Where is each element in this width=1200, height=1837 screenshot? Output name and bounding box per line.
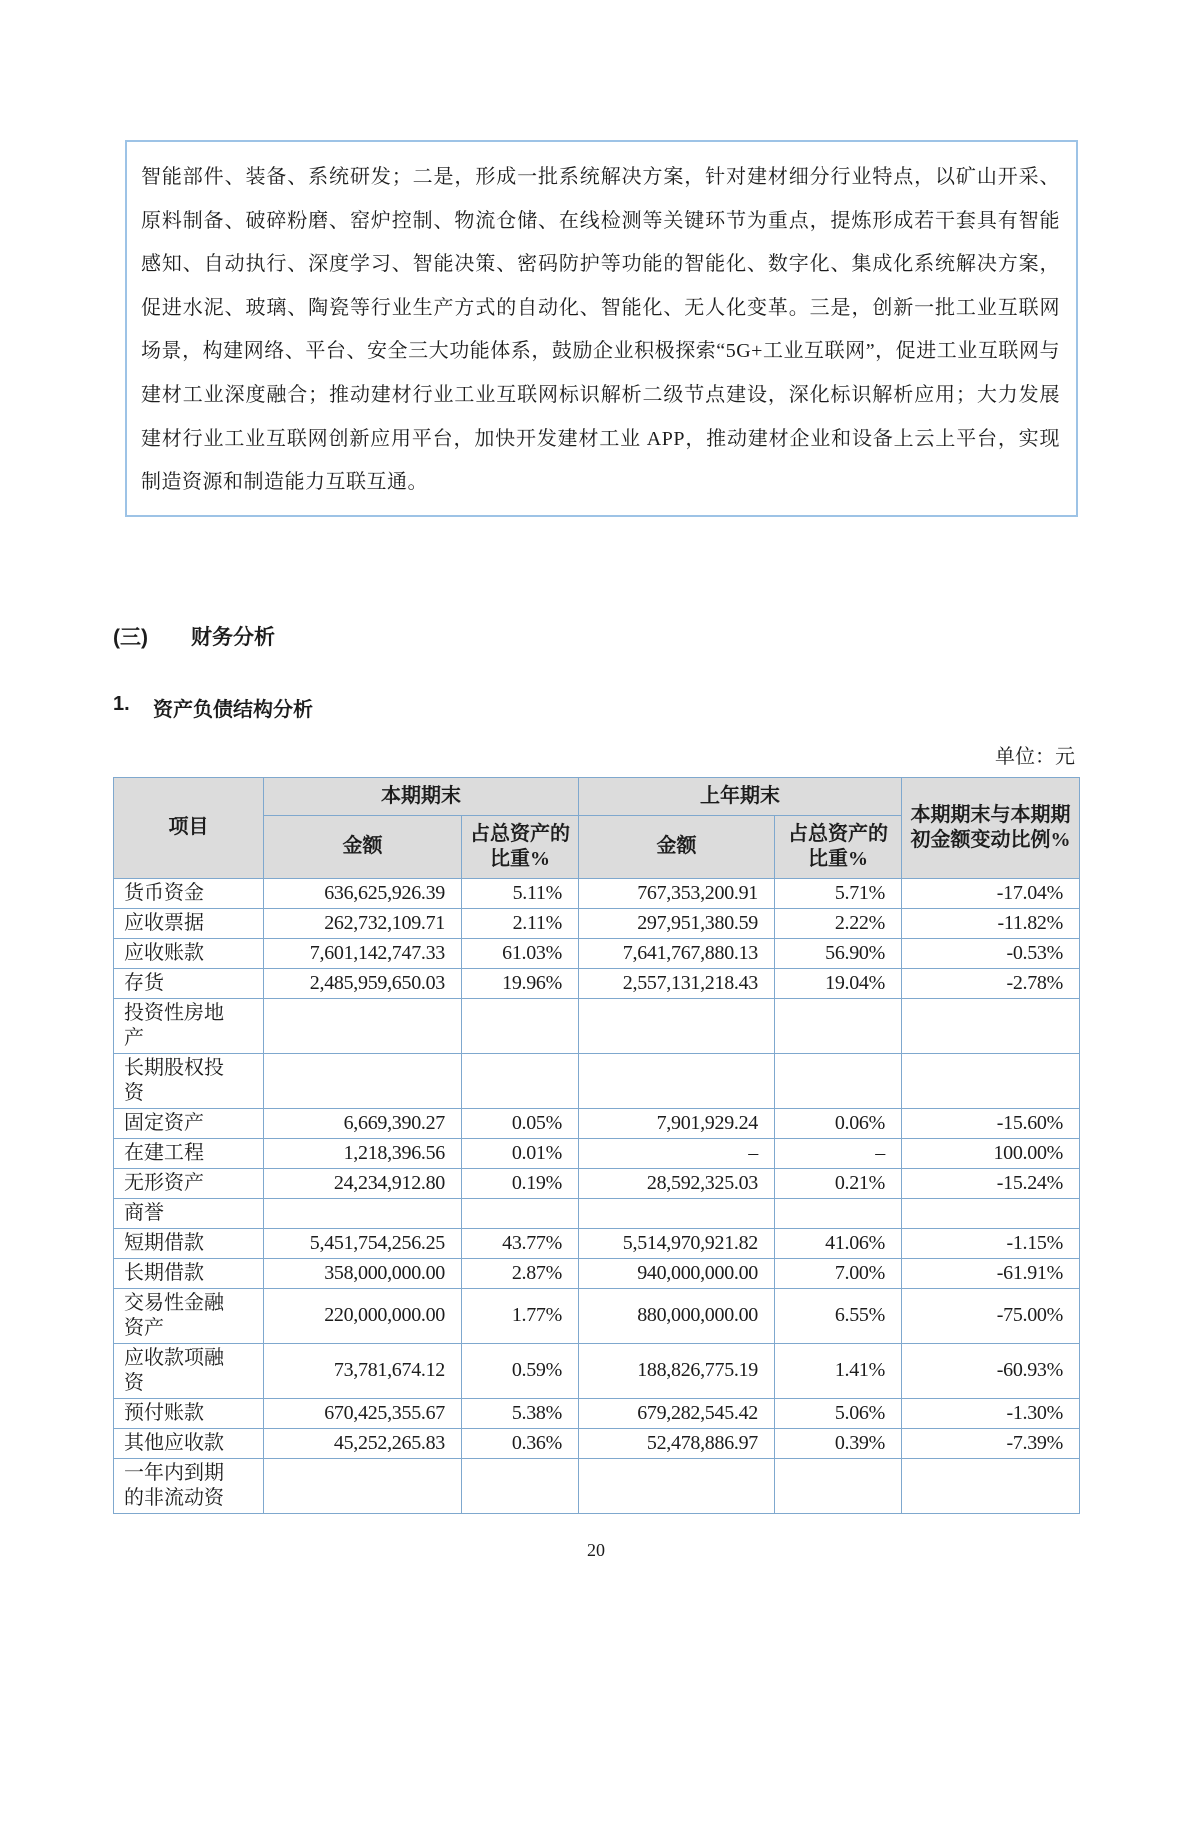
row-prior-amount: 880,000,000.00 [579, 1288, 775, 1343]
row-current-pct: 5.38% [462, 1398, 579, 1428]
header-item: 项目 [114, 777, 264, 878]
row-current-amount: 220,000,000.00 [264, 1288, 462, 1343]
row-change-pct: -2.78% [902, 968, 1080, 998]
row-current-amount: 670,425,355.67 [264, 1398, 462, 1428]
row-change-pct: -0.53% [902, 938, 1080, 968]
table-row [114, 1288, 1080, 1343]
row-prior-amount: 28,592,325.03 [579, 1168, 775, 1198]
row-current-pct: 0.36% [462, 1428, 579, 1458]
row-current-pct [462, 1458, 579, 1513]
row-prior-pct: 0.06% [775, 1108, 902, 1138]
row-item-label: 长期股权投资 [114, 1053, 264, 1108]
row-prior-amount [579, 1458, 775, 1513]
row-item-label: 存货 [114, 968, 264, 998]
table-row [114, 968, 1080, 998]
row-item-label: 投资性房地产 [114, 998, 264, 1053]
row-current-pct: 61.03% [462, 938, 579, 968]
row-prior-pct: 5.06% [775, 1398, 902, 1428]
row-change-pct: -7.39% [902, 1428, 1080, 1458]
row-prior-amount [579, 1053, 775, 1108]
table-row [114, 1168, 1080, 1198]
row-current-pct: 0.19% [462, 1168, 579, 1198]
row-prior-amount: 5,514,970,921.82 [579, 1228, 775, 1258]
row-change-pct: -15.24% [902, 1168, 1080, 1198]
row-prior-pct [775, 1198, 902, 1228]
header-current-amount: 金额 [264, 815, 462, 878]
report-page [0, 140, 1200, 1837]
row-prior-amount: 7,901,929.24 [579, 1108, 775, 1138]
row-current-pct [462, 1198, 579, 1228]
balance-sheet-table [113, 777, 1080, 1514]
row-prior-pct: 7.00% [775, 1258, 902, 1288]
row-prior-pct: 2.22% [775, 908, 902, 938]
page-number: 20 [587, 1539, 605, 1560]
row-current-amount [264, 1458, 462, 1513]
row-current-pct: 0.59% [462, 1343, 579, 1398]
row-prior-pct: 41.06% [775, 1228, 902, 1258]
header-current-pct: 占总资产的比重% [462, 815, 579, 878]
row-item-label: 长期借款 [114, 1258, 264, 1288]
row-item-label: 货币资金 [114, 878, 264, 908]
table-header-row-groups [114, 777, 1080, 815]
row-item-label: 无形资产 [114, 1168, 264, 1198]
row-current-amount: 1,218,396.56 [264, 1138, 462, 1168]
row-prior-amount: – [579, 1138, 775, 1168]
section-title: 财务分析 [191, 625, 275, 649]
row-prior-pct: 6.55% [775, 1288, 902, 1343]
row-current-pct [462, 1053, 579, 1108]
row-prior-amount: 2,557,131,218.43 [579, 968, 775, 998]
row-item-label: 应收款项融资 [114, 1343, 264, 1398]
table-row [114, 1458, 1080, 1513]
section-number: (三) [113, 625, 148, 649]
table-row [114, 1053, 1080, 1108]
row-current-amount: 73,781,674.12 [264, 1343, 462, 1398]
table-row [114, 998, 1080, 1053]
row-prior-pct [775, 1458, 902, 1513]
row-current-pct: 0.01% [462, 1138, 579, 1168]
row-change-pct: -17.04% [902, 878, 1080, 908]
table-row [114, 1108, 1080, 1138]
row-prior-pct: 19.04% [775, 968, 902, 998]
row-prior-amount: 7,641,767,880.13 [579, 938, 775, 968]
row-prior-pct: 56.90% [775, 938, 902, 968]
row-change-pct [902, 1053, 1080, 1108]
row-current-pct: 1.77% [462, 1288, 579, 1343]
table-row [114, 1398, 1080, 1428]
row-item-label: 预付账款 [114, 1398, 264, 1428]
table-row [114, 938, 1080, 968]
row-prior-pct: 5.71% [775, 878, 902, 908]
row-prior-pct: 1.41% [775, 1343, 902, 1398]
row-prior-pct: 0.21% [775, 1168, 902, 1198]
table-row [114, 1228, 1080, 1258]
header-prior-pct: 占总资产的比重% [775, 815, 902, 878]
row-prior-pct: 0.39% [775, 1428, 902, 1458]
row-change-pct: -60.93% [902, 1343, 1080, 1398]
policy-paragraph: 智能部件、装备、系统研发；二是，形成一批系统解决方案，针对建材细分行业特点，以矿山开采、原料制备、破碎粉磨、窑炉控制、物流仓储、在线检测等关键环节为重点，提炼形成若干套具有智能感知、自动执行、深度学习、智能决策、密码防护等功能的智能化、数字化、集成化系统解决方案，促进水泥、玻璃、陶瓷等行业生产方式的自动化、智能化、无人化变革。三是，创新一批工业互联网场景，构建网络、平台、安全三大功能体系，鼓励企业积极探索“5G+工业互联网”，促进工业互联网与建材工业深度融合；推动建材行业工业互联网标识解析二级节点建设，深化标识解析应用；大力发展建材行业工业互联网创新应用平台，加快开发建材工业 APP，推动建材企业和设备上云上平台，实现制造资源和制造能力互联互通。 [141, 166, 1060, 494]
row-current-pct: 0.05% [462, 1108, 579, 1138]
row-prior-amount: 52,478,886.97 [579, 1428, 775, 1458]
row-item-label: 交易性金融资产 [114, 1288, 264, 1343]
row-change-pct: -61.91% [902, 1258, 1080, 1288]
row-current-amount: 5,451,754,256.25 [264, 1228, 462, 1258]
row-prior-amount: 940,000,000.00 [579, 1258, 775, 1288]
section-heading [113, 621, 1087, 651]
row-prior-pct [775, 998, 902, 1053]
row-change-pct: -1.30% [902, 1398, 1080, 1428]
row-current-amount: 24,234,912.80 [264, 1168, 462, 1198]
row-change-pct: -11.82% [902, 908, 1080, 938]
row-prior-pct: – [775, 1138, 902, 1168]
row-change-pct: -15.60% [902, 1108, 1080, 1138]
table-row [114, 1428, 1080, 1458]
row-current-amount: 7,601,142,747.33 [264, 938, 462, 968]
row-prior-pct [775, 1053, 902, 1108]
row-change-pct [902, 1458, 1080, 1513]
row-current-amount: 262,732,109.71 [264, 908, 462, 938]
row-prior-amount [579, 1198, 775, 1228]
row-current-pct: 43.77% [462, 1228, 579, 1258]
row-item-label: 固定资产 [114, 1108, 264, 1138]
subsection-title: 资产负债结构分析 [153, 698, 313, 721]
row-prior-amount: 188,826,775.19 [579, 1343, 775, 1398]
row-current-amount: 45,252,265.83 [264, 1428, 462, 1458]
row-current-amount: 2,485,959,650.03 [264, 968, 462, 998]
row-item-label: 一年内到期的非流动资 [114, 1458, 264, 1513]
row-item-label: 商誉 [114, 1198, 264, 1228]
unit-label: 单位：元 [995, 745, 1075, 768]
table-header [114, 777, 1080, 878]
table-row [114, 878, 1080, 908]
row-item-label: 短期借款 [114, 1228, 264, 1258]
header-change-ratio: 本期期末与本期期初金额变动比例% [902, 777, 1080, 878]
row-change-pct [902, 998, 1080, 1053]
row-change-pct [902, 1198, 1080, 1228]
row-current-amount [264, 1053, 462, 1108]
page-content [113, 140, 1087, 1561]
table-row [114, 908, 1080, 938]
row-prior-amount: 679,282,545.42 [579, 1398, 775, 1428]
table-row [114, 1343, 1080, 1398]
row-item-label: 其他应收款 [114, 1428, 264, 1458]
row-prior-amount [579, 998, 775, 1053]
row-current-amount [264, 998, 462, 1053]
row-current-pct [462, 998, 579, 1053]
subsection-number: 1. [113, 692, 130, 715]
header-prior-period: 上年期末 [579, 777, 902, 815]
row-current-pct: 19.96% [462, 968, 579, 998]
row-item-label: 应收票据 [114, 908, 264, 938]
row-item-label: 应收账款 [114, 938, 264, 968]
row-change-pct: -75.00% [902, 1288, 1080, 1343]
row-item-label: 在建工程 [114, 1138, 264, 1168]
row-current-pct: 2.11% [462, 908, 579, 938]
table-body [114, 878, 1080, 1513]
subsection-heading [113, 693, 1087, 722]
header-prior-amount: 金额 [579, 815, 775, 878]
row-change-pct: 100.00% [902, 1138, 1080, 1168]
table-row [114, 1258, 1080, 1288]
table-row [114, 1198, 1080, 1228]
row-current-amount: 358,000,000.00 [264, 1258, 462, 1288]
policy-text-box [125, 140, 1078, 517]
row-current-amount: 636,625,926.39 [264, 878, 462, 908]
table-row [114, 1138, 1080, 1168]
row-prior-amount: 767,353,200.91 [579, 878, 775, 908]
row-current-amount [264, 1198, 462, 1228]
row-current-pct: 5.11% [462, 878, 579, 908]
header-current-period: 本期期末 [264, 777, 579, 815]
row-current-pct: 2.87% [462, 1258, 579, 1288]
row-prior-amount: 297,951,380.59 [579, 908, 775, 938]
row-change-pct: -1.15% [902, 1228, 1080, 1258]
row-current-amount: 6,669,390.27 [264, 1108, 462, 1138]
